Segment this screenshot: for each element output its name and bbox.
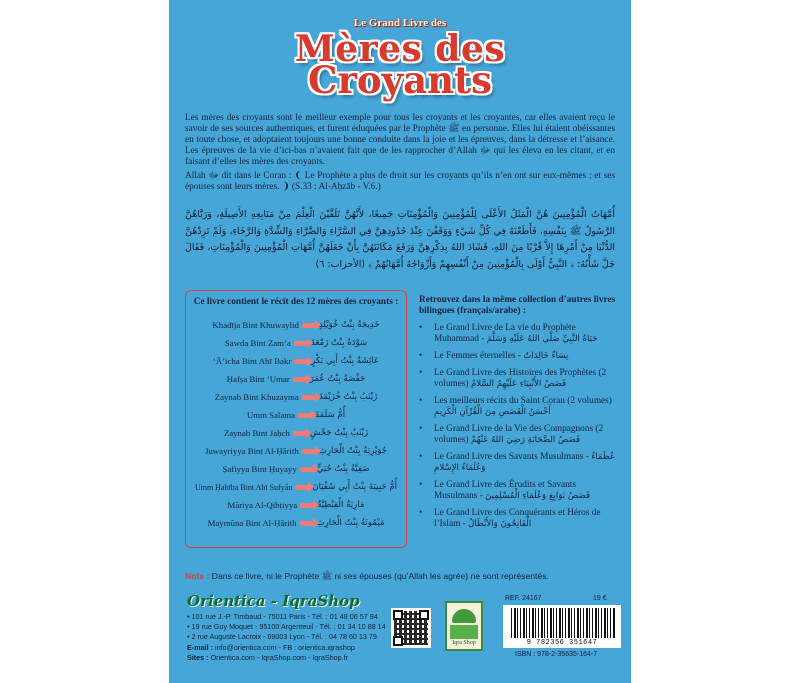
collection-title: Retrouvez dans la même collection d’autres livres bilingues (français/arabe) : bbox=[419, 295, 616, 316]
cover-subtitle: Le Grand Livre des bbox=[353, 17, 447, 29]
iqrashop-logo bbox=[445, 601, 483, 651]
mother-arabic-name: صَفِيَّةُ بِنْتُ حُيَيٍّ bbox=[316, 464, 370, 474]
arrow-icon bbox=[295, 485, 309, 490]
collection-item bbox=[419, 508, 617, 530]
note-label: Note : bbox=[185, 571, 210, 581]
contact-sites bbox=[187, 653, 348, 662]
mother-item bbox=[186, 498, 406, 512]
collection-item-ar: نِسَاءٌ خَالِدَاتٌ bbox=[523, 351, 569, 361]
cover-title-line2: Croyants bbox=[308, 58, 492, 102]
arrow-icon bbox=[294, 341, 308, 346]
sites-text: Orientica.com - IqraShop.com - IqraShop.fr bbox=[210, 653, 348, 662]
sites-label: Sites : bbox=[187, 653, 209, 662]
bullet-icon: • bbox=[419, 368, 423, 378]
collection-item-fr: Le Grand Livre de La vie du Prophète Muhammad - bbox=[434, 323, 576, 344]
collection-item bbox=[419, 452, 617, 474]
collection-item bbox=[419, 323, 617, 345]
bullet-icon: • bbox=[419, 480, 423, 490]
collection-item-ar: قَصَصُ الأَنْبِيَاءِ عَلَيْهِمُ السَّلامُ bbox=[470, 379, 567, 389]
collection-item bbox=[419, 424, 617, 446]
arrow-icon bbox=[300, 467, 314, 472]
mother-latin-name: Ḥafṣa Bint ‘Umar bbox=[226, 374, 290, 384]
mother-latin-name: Ṣafiyya Bint Ḥuyayy bbox=[222, 464, 297, 474]
mother-arabic-name: عَائِشَةُ بِنْتُ أَبِي بَكْرٍ bbox=[311, 356, 380, 366]
mother-latin-name: Māriya Al-Qibṭiyya bbox=[227, 500, 298, 510]
mother-arabic-name: زَيْنَبُ بِنْتُ جَحْشٍ bbox=[309, 428, 369, 438]
logo-text: Iqra Shop bbox=[452, 640, 476, 646]
collection-item-fr: Le Grand Livre des Érudits et Savants Musulmans - bbox=[434, 480, 576, 501]
mother-item bbox=[186, 480, 406, 494]
arrow-icon bbox=[300, 503, 314, 508]
publisher-brand: Orientica - IqraShop bbox=[187, 592, 360, 610]
mother-latin-name: Zaynab Bint Jaḥch bbox=[223, 428, 290, 438]
email-text: info@orientica.com - FB : orientica.iqrashop bbox=[214, 643, 355, 652]
collection-list bbox=[419, 295, 617, 536]
collection-item-ar: حَيَاةُ النَّبِيِّ صَلَّى اللهُ عَلَيْهِ وَسَلَّمَ bbox=[486, 334, 598, 344]
mother-arabic-name: حَفْصَةُ بِنْتُ عُمَرَ bbox=[309, 374, 366, 384]
footer bbox=[169, 592, 631, 683]
bullet-icon: • bbox=[419, 351, 423, 361]
mother-latin-name: Umm Ḥabība Bint Abī Sufyān bbox=[194, 482, 293, 492]
mother-arabic-name: أُمُّ حَبِيبَةَ بِنْتُ أَبِي سُفْيَانَ bbox=[312, 482, 398, 492]
quran-quote-paragraph: Allah ﷻ dit dans le Coran : ❨ Le Prophète a plus de droit sur les croyants qu’ils n’en ont sur eux-mêmes ; et ses épouses sont leurs mères. ❩ (S.33 : Al-Aḥzāb - V.6.) bbox=[185, 171, 616, 192]
collection-item-ar: قَصَصُ الصَّحَابَةِ رَضِيَ اللهُ عَنْهُمْ bbox=[470, 435, 581, 445]
collection-item-ar: أَحْسَنُ الْقَصَصِ مِنَ الْقُرْآنِ الْكَرِيمِ bbox=[434, 407, 551, 417]
bullet-icon: • bbox=[419, 508, 423, 518]
bullet-icon: • bbox=[419, 424, 423, 434]
address-argenteuil: • 19 rue Guy Moquet - 95100 Argenteuil - Tél. : 01 34 10 88 14 bbox=[187, 622, 386, 631]
bullet-icon: • bbox=[419, 452, 423, 462]
barcode-bars bbox=[511, 608, 615, 638]
arrow-icon bbox=[298, 413, 312, 418]
address-paris: • 101 rue J.-P. Timbaud - 75011 Paris - Tél. : 01 48 06 57 94 bbox=[187, 612, 378, 621]
barcode bbox=[503, 605, 621, 648]
mother-item bbox=[186, 462, 406, 476]
reference-number: REF. 24167 bbox=[505, 595, 542, 602]
mother-item bbox=[186, 318, 406, 332]
mothers-list-title: Ce livre contient le récit des 12 mères des croyants : bbox=[193, 297, 399, 307]
mother-arabic-name: سَوْدَةُ بِنْتُ زَمْعَةَ bbox=[310, 338, 368, 348]
mother-latin-name: Maymūna Bint Al-Ḥārith bbox=[207, 518, 297, 528]
collection-item-fr: Le Femmes éternelles - bbox=[434, 351, 521, 361]
mother-arabic-name: أُمُّ سَلَمَةَ bbox=[315, 410, 346, 420]
collection-item-ar: الْفَاتِحُونَ وَالأَبْطَالُ bbox=[468, 519, 532, 529]
mother-latin-name: Umm Salama bbox=[246, 410, 296, 420]
mother-arabic-name: مَيْمُونَةُ بِنْتُ الْحَارِثِ bbox=[316, 518, 385, 528]
collection-item-fr: Le Grand Livre des Conquérants et Héros de l’Islam - bbox=[434, 508, 601, 529]
note bbox=[185, 571, 625, 584]
collection-item bbox=[419, 368, 617, 390]
mother-latin-name: Sawda Bint Zam‘a bbox=[224, 338, 291, 348]
isbn: ISBN : 978-2-35635-164-7 bbox=[515, 651, 598, 658]
collection-item bbox=[419, 396, 617, 418]
mother-item bbox=[186, 516, 406, 530]
email-label: E-mail : bbox=[187, 643, 213, 652]
collection-item-fr: Le Grand Livre de la Vie des Compagnons (2 volumes) bbox=[434, 424, 604, 445]
mother-item bbox=[186, 336, 406, 350]
mother-latin-name: Khadīja Bint Khuwaylid bbox=[212, 320, 299, 330]
arrow-icon bbox=[302, 449, 316, 454]
collection-item-ar: عُظَمَاءُ وَعُلَمَاءُ الإِسْلامِ bbox=[434, 452, 616, 473]
arrow-icon bbox=[302, 323, 316, 328]
arrow-icon bbox=[300, 521, 314, 526]
note-text: Dans ce livre, ni le Prophète ﷺ ni ses épouses (qu’Allah les agrée) ne sont représentés. bbox=[211, 571, 549, 581]
collection-item-ar: قَصَصُ نَوَابِغِ وَعُلَمَاءِ الْمُسْلِمِينَ bbox=[485, 491, 590, 501]
mother-latin-name: Zaynab Bint Khuzayma bbox=[214, 392, 299, 402]
mother-latin-name: Juwayriyya Bint Al-Ḥārith bbox=[204, 446, 299, 456]
arrow-icon bbox=[294, 359, 308, 364]
mother-arabic-name: زَيْنَبُ بِنْتُ خُزَيْمَةَ bbox=[318, 392, 378, 402]
collection-item bbox=[419, 351, 617, 362]
arrow-icon bbox=[302, 395, 316, 400]
barcode-number: 9 782356 351647 bbox=[526, 639, 598, 647]
mother-arabic-name: خَدِيجَةُ بِنْتُ خُوَيْلِدٍ bbox=[318, 320, 380, 330]
arrow-icon bbox=[293, 431, 307, 436]
arrow-icon bbox=[293, 377, 307, 382]
mother-latin-name: ‘Ā’icha Bint Abī Bakr bbox=[212, 356, 292, 366]
mother-item bbox=[186, 390, 406, 404]
book-back-cover bbox=[169, 0, 631, 683]
intro-text bbox=[185, 113, 615, 196]
qr-code bbox=[391, 608, 431, 648]
mother-item bbox=[186, 408, 406, 422]
mother-item bbox=[186, 354, 406, 368]
bullet-icon: • bbox=[419, 396, 423, 406]
mothers-list-box bbox=[185, 290, 407, 548]
mother-item bbox=[186, 372, 406, 386]
arabic-intro: أُمَّهَاتُ الْمُؤْمِنِينَ هُنَّ الْمَثَلُ الأَعْلَى لِلْمُؤْمِنِينَ وَالْمُؤْمِنَاتِ جَمِيعًا، لأَنَّهُنَّ تَلَقَّيْنَ الْعِلْمَ مِنْ مَنَابِعِهِ الأَصِيلَةِ، وَرَبَّاهُنَّ الرَّسُولُ ﷺ بِنَفْسِهِ، فَأَطَعْنَهُ فِي كُلِّ شَيْءٍ وَوَقَفْنَ عِنْدَ حُدُودِهِنَّ فِي السَّرَّاءِ وَالضَّرَّاءِ وَالشِّدَّةِ وَالرَّخَاءِ، وَلَمْ تَزِدْهُنَّ الدُّنْيَا مِنْ أَمْرِهَا إِلاَّ قُرْبًا مِنَ اللهِ، فَشَادَ اللهُ بِذِكْرِهِنَّ وَرَفَعَ مَكَانَتَهُنَّ بِأَنْ جَعَلَهُنَّ أُمَّهَاتِ الْمُؤْمِنِينَ وَالْمُؤْمِنَاتِ، فَقَالَ جَلَّ شَأْنُهُ: ﴿ النَّبِيُّ أَوْلَى بِالْمُؤْمِنِينَ مِنْ أَنْفُسِهِمْ وَأَزْوَاجُهُ أُمَّهَاتُهُمْ ﴾ (الأحزاب: ٦) bbox=[185, 209, 615, 270]
intro-paragraph: Les mères des croyants sont le meilleur exemple pour tous les croyants et les croyantes, car elles avaient reçu le savoir de ses sources authentiques, et furent éduquées par le Prophète ﷺ en personne. Elles lui étaient obéissantes en toute chose, et adoptaient toujours une bonne conduite dans la joie et les épreuves, dans la détresse et l’aisance. Les épreuves de la vie d’ici-bas n’avaient fait que de les rapprocher d’Allah ﷻ qui les éleva en les citant, et en faisant d’elles les mères des croyants. bbox=[185, 113, 615, 167]
cover-title-line1: Mères des bbox=[294, 28, 506, 70]
mother-arabic-name: جُوَيْرِيَةُ بِنْتُ الْحَارِثِ bbox=[318, 446, 387, 456]
mother-item bbox=[186, 426, 406, 440]
mother-item bbox=[186, 444, 406, 458]
mother-arabic-name: مَارِيَةُ الْقِبْطِيَّةُ bbox=[317, 500, 365, 510]
collection-item-fr: Le Grand Livre des Histoires des Prophètes (2 volumes) bbox=[434, 368, 607, 389]
contact-email bbox=[187, 643, 355, 652]
price: 19 € bbox=[593, 595, 607, 602]
bullet-icon: • bbox=[419, 323, 423, 333]
collection-item bbox=[419, 480, 617, 502]
collection-item-fr: Le Grand Livre des Savants Musulmans - bbox=[434, 452, 589, 462]
address-lyon: • 2 rue Auguste Lacroix - 69003 Lyon - Tél. : 04 78 60 13 79 bbox=[187, 632, 377, 641]
collection-item-fr: Les meilleurs récits du Saint Coran (2 volumes) bbox=[434, 396, 612, 406]
